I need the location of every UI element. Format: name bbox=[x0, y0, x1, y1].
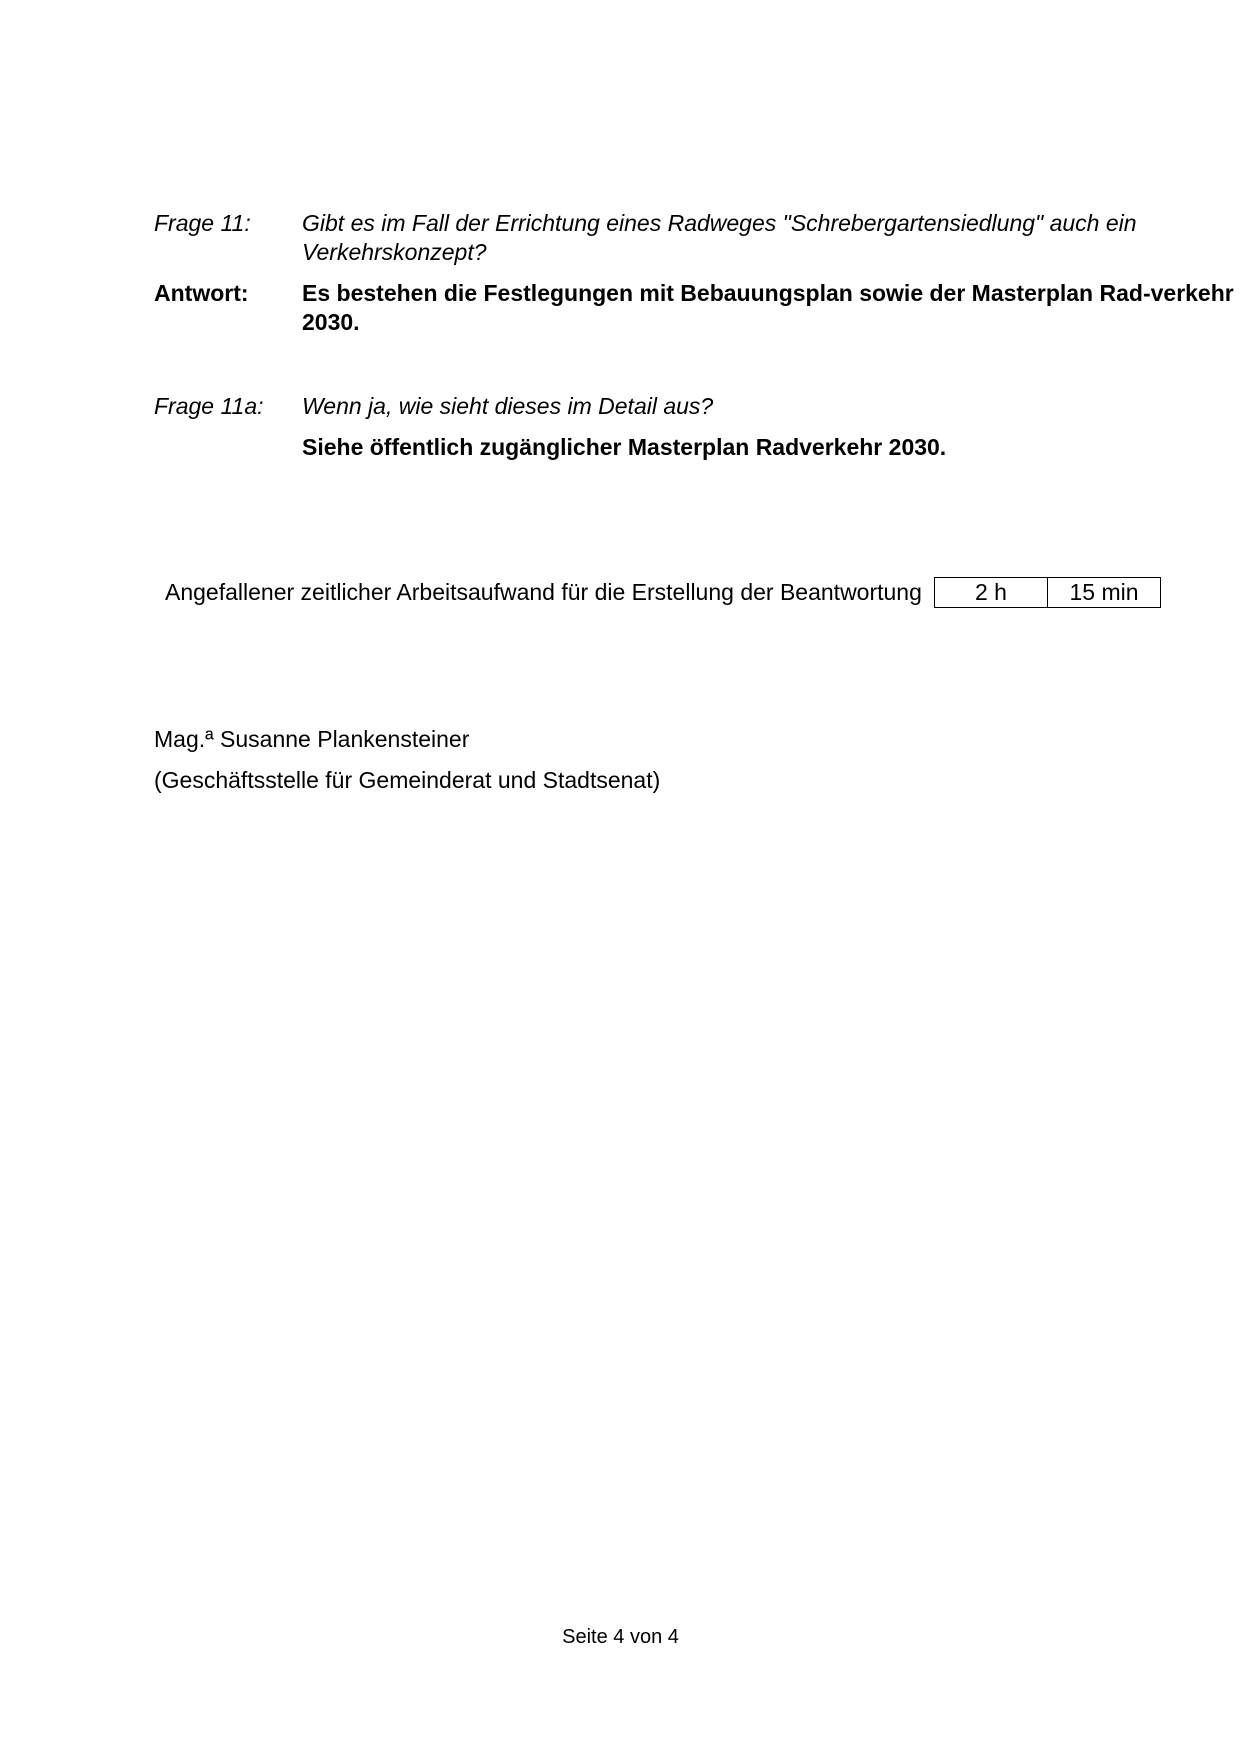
question-11 bbox=[154, 209, 1144, 269]
signature-name: Mag.ª Susanne Plankensteiner bbox=[154, 726, 470, 752]
page-number: Seite 4 von 4 bbox=[562, 1626, 679, 1648]
answer-text-value: Es bestehen die Festlegungen mit Bebauungsplan sowie der Masterplan Rad-verkehr 2030. bbox=[302, 280, 1234, 335]
effort-hours: 2 h bbox=[975, 579, 1007, 605]
answer-text bbox=[302, 279, 1241, 337]
question-label: Frage 11a: bbox=[154, 393, 264, 419]
answer-label: Antwort: bbox=[154, 280, 249, 306]
effort-table bbox=[934, 577, 1161, 608]
effort-label: Angefallener zeitlicher Arbeitsaufwand für die Erstellung der Beantwortung bbox=[165, 578, 922, 605]
question-text: Wenn ja, wie sieht dieses im Detail aus? bbox=[302, 393, 714, 419]
answer-11 bbox=[154, 279, 1234, 339]
signature-office: (Geschäftsstelle für Gemeinderat und Stadtsenat) bbox=[154, 767, 661, 793]
answer-text: Siehe öffentlich zugänglicher Masterplan Radverkehr 2030. bbox=[302, 434, 947, 460]
question-text: Gibt es im Fall der Errichtung eines Radweges "Schrebergartensiedlung" auch ein Verkehrskonzept? bbox=[302, 210, 1137, 265]
answer-11a bbox=[154, 433, 1144, 463]
question-label: Frage 11: bbox=[154, 210, 251, 236]
question-11a bbox=[154, 392, 1144, 422]
effort-minutes: 15 min bbox=[1047, 578, 1160, 607]
